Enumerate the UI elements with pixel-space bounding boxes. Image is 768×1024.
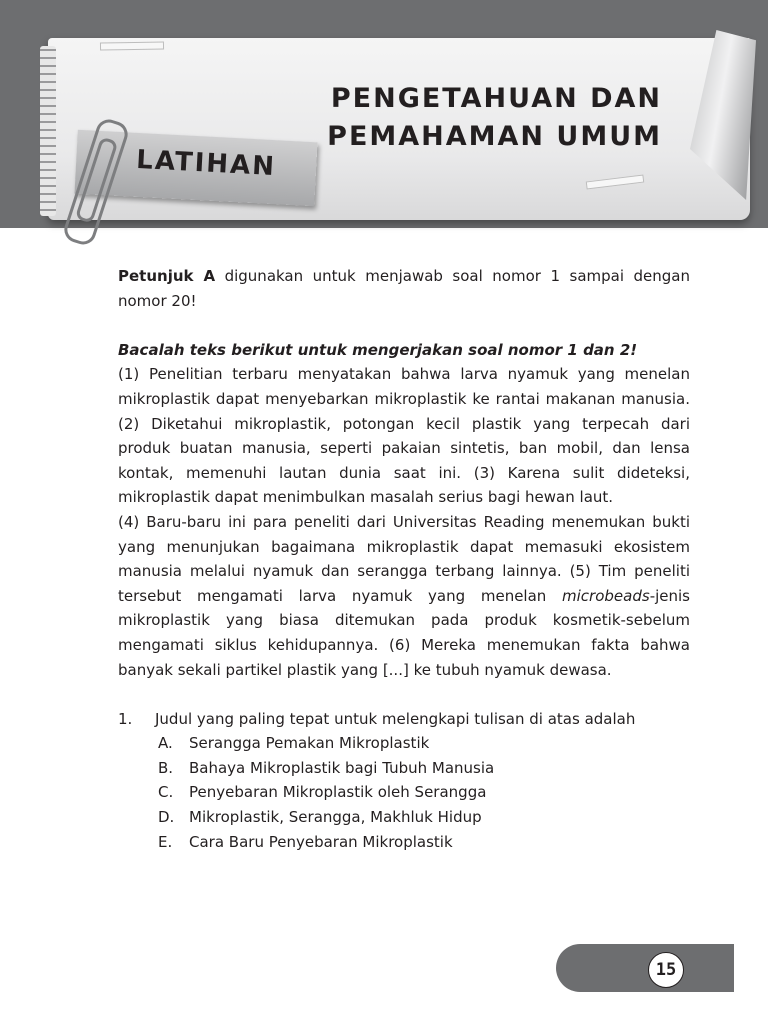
passage-paragraph-2 xyxy=(118,510,690,682)
passage-p2-italic: microbeads xyxy=(562,586,650,605)
option-letter: D. xyxy=(158,808,175,827)
instructions-text: digunakan untuk menjawab soal nomor 1 sampai dengan nomor 20! xyxy=(118,267,690,310)
section-title-line2: PEMAHAMAN UMUM xyxy=(327,121,662,152)
section-title xyxy=(327,80,662,156)
question-1 xyxy=(118,707,690,732)
page-number-tab xyxy=(556,944,734,992)
passage-p2-part2: -jenis mikroplastik yang biasa ditemukan pada produk kosmetik-sebelum mengamati siklus kehidupannya. (6) Mereka menemukan fakta bahwa banyak sekali partikel plastik yang [...] ke tubuh nyamuk dewasa. xyxy=(118,586,690,679)
notebook-spiral xyxy=(40,46,56,216)
question-number: 1. xyxy=(118,709,133,728)
option-d[interactable] xyxy=(158,805,690,830)
passage-heading xyxy=(118,338,690,363)
option-letter: A. xyxy=(158,734,173,753)
main-content xyxy=(118,264,690,854)
option-text: Penyebaran Mikroplastik oleh Serangga xyxy=(189,783,487,802)
question-text: Judul yang paling tepat untuk melengkapi tulisan di atas adalah xyxy=(155,709,636,728)
instructions-lead: Petunjuk A xyxy=(118,267,216,285)
passage-p2-part1: (4) Baru-baru ini para peneliti dari Universitas Reading menemukan bukti yang menunjukan bagaimana mikroplastik dapat memasuki ekosistem manusia melalui nyamuk dan serangga terbang lainnya. (5) Tim peneliti tersebut mengamati larva nyamuk yang menelan xyxy=(118,512,690,605)
passage-paragraph-1: (1) Penelitian terbaru menyatakan bahwa larva nyamuk yang menelan mikroplastik dapat menyebarkan mikroplastik ke rantai makanan manusia. (2) Diketahui mikroplastik, potongan kecil plastik yang terpecah dari produk buatan manusia, seperti pakaian sintetis, ban mobil, dan lensa kontak, memenuhi lautan dunia saat ini. (3) Karena sulit dideteksi, mikroplastik dapat menimbulkan masalah serius bagi hewan laut. xyxy=(118,365,690,507)
answer-options xyxy=(118,731,690,854)
page-number: 15 xyxy=(648,952,684,988)
tape-strip-top xyxy=(100,41,164,50)
option-c[interactable] xyxy=(158,780,690,805)
option-letter: B. xyxy=(158,758,174,777)
option-letter: C. xyxy=(158,783,174,802)
option-text: Serangga Pemakan Mikroplastik xyxy=(189,734,430,753)
option-text: Bahaya Mikroplastik bagi Tubuh Manusia xyxy=(189,758,495,777)
section-title-line1: PENGETAHUAN DAN xyxy=(330,83,662,114)
option-text: Cara Baru Penyebaran Mikroplastik xyxy=(189,832,453,851)
option-e[interactable] xyxy=(158,830,690,855)
passage-heading-text: Bacalah teks berikut untuk mengerjakan soal nomor 1 dan 2! xyxy=(118,340,638,359)
option-letter: E. xyxy=(158,832,173,851)
instructions xyxy=(118,264,690,313)
option-a[interactable] xyxy=(158,731,690,756)
option-b[interactable] xyxy=(158,756,690,781)
option-text: Mikroplastik, Serangga, Makhluk Hidup xyxy=(189,808,482,827)
latihan-label: LATIHAN xyxy=(135,144,277,183)
